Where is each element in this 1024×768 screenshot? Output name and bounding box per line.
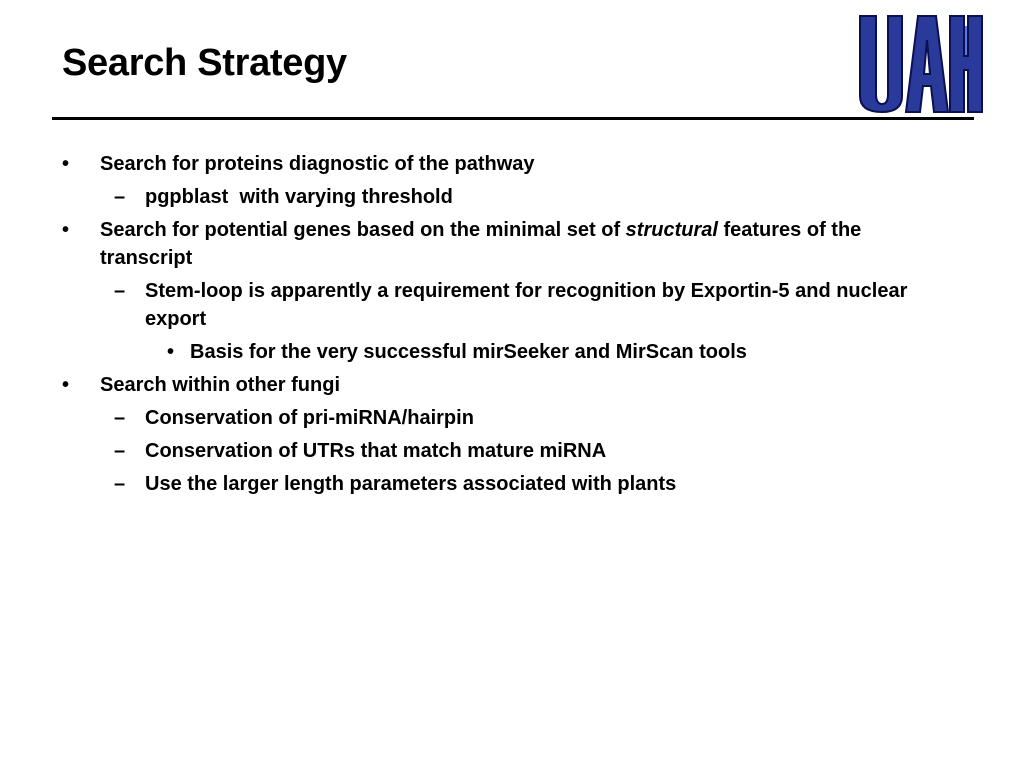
bullet-item (0, 371, 934, 399)
bullet-text (100, 219, 861, 269)
bullet-text-emphasis: structural (625, 219, 718, 241)
bullet-item (0, 150, 934, 178)
bullet-text-part: Search for potential genes based on the minimal set of (100, 219, 626, 241)
bullet-text: Search for proteins diagnostic of the pathway (100, 153, 535, 175)
dash-marker: – (114, 440, 126, 462)
bullet-list (0, 150, 1024, 503)
sub-bullet-item (0, 277, 934, 333)
sub-bullet-text: Stem-loop is apparently a requirement for recognition by Exportin-5 and nuclear export (145, 280, 908, 330)
bullet-text-part: features of the transcript (100, 219, 862, 269)
sub-sub-bullet-text: Basis for the very successful mirSeeker and MirScan tools (190, 341, 747, 363)
bullet-marker: • (62, 374, 70, 396)
sub-bullet-text: Use the larger length parameters associated with plants (145, 473, 677, 495)
bullet-text: Search within other fungi (100, 374, 341, 396)
logo-letter-a (906, 16, 948, 112)
bullet-marker: • (62, 219, 70, 241)
bullet-marker: • (62, 153, 70, 175)
sub-sub-bullet-item (0, 338, 934, 366)
bullet-marker: • (167, 341, 175, 363)
sub-bullet-item (0, 437, 934, 465)
sub-bullet-text: Conservation of pri-miRNA/hairpin (145, 407, 474, 429)
logo-letter-u (860, 16, 902, 112)
sub-bullet-text: Conservation of UTRs that match mature miRNA (145, 440, 607, 462)
dash-marker: – (114, 280, 126, 302)
sub-bullet-item (0, 470, 934, 498)
dash-marker: – (114, 186, 126, 208)
sub-bullet-text: pgpblast with varying threshold (145, 186, 453, 208)
title-divider (52, 117, 974, 120)
dash-marker: – (114, 407, 126, 429)
dash-marker: – (114, 473, 126, 495)
sub-bullet-item (0, 183, 934, 211)
slide-title: Search Strategy (62, 42, 347, 84)
uah-logo (856, 12, 984, 114)
bullet-item (0, 216, 934, 272)
sub-bullet-item (0, 404, 934, 432)
